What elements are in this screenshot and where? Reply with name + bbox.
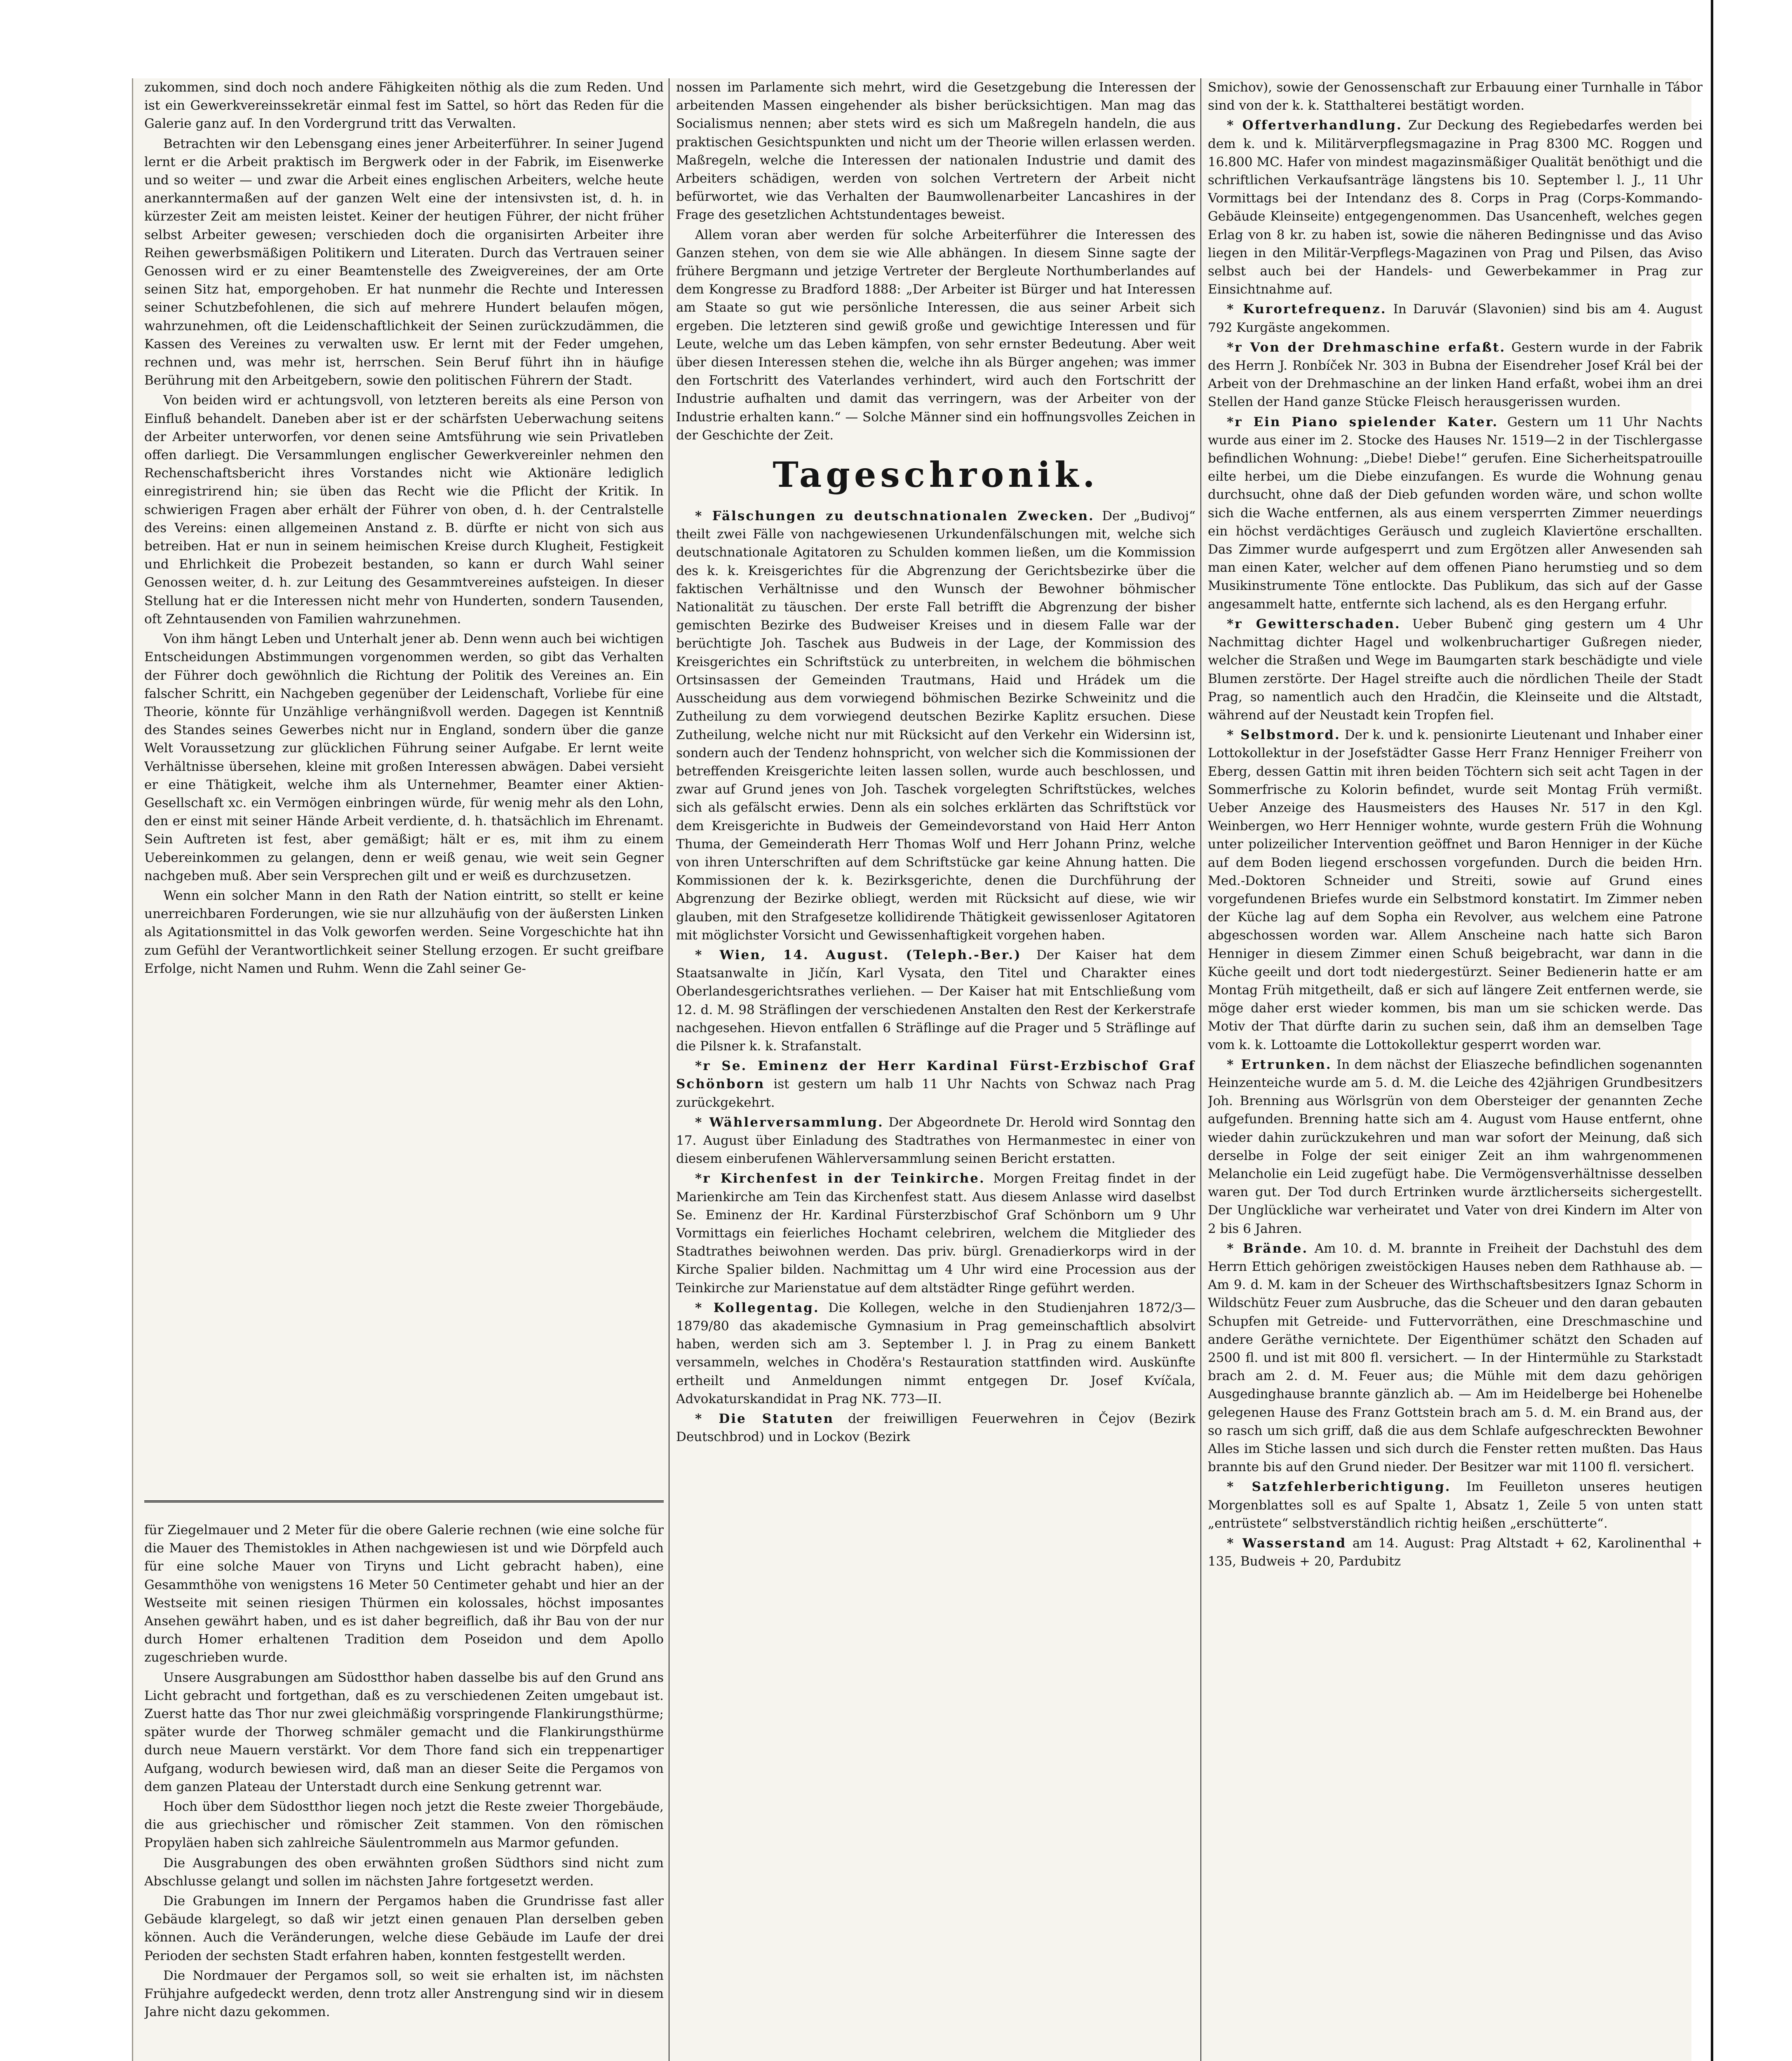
news-item xyxy=(1208,615,1703,724)
paragraph: Hoch über dem Südostthor liegen noch jetzt die Reste zweier Thorgebäude, die aus griechischer und römischer Zeit stammen. Von den römischen Propyläen haben sich zahlreiche Säulentrommeln aus Marmor gefunden. xyxy=(144,1799,664,1851)
news-headline: *r Ein Piano spielender Kater. xyxy=(1227,414,1498,430)
news-item xyxy=(676,507,1195,944)
paragraph: für Ziegelmauer und 2 Meter für die obere Galerie rechnen (wie eine solche für die Mauer des Themistokles in Athen nachgewiesen ist und wie Dörpfeld auch für eine solche Mauer von Tiryns und Licht gebracht haben), eine Gesammthöhe von wenigstens 16 Meter 50 Centimeter gehabt und hier an der Westseite mit seinen riesigen Thürmen ein kolossales, höchst imposantes Ansehen gewährt haben, und es ist daher begreiflich, daß ihr Bau von der nur durch Homer erhaltenen Tradition dem Poseidon und dem Apollo zugeschrieben wurde. xyxy=(144,1523,664,1665)
news-item xyxy=(1208,1478,1703,1533)
news-headline: * Offertverhandlung. xyxy=(1227,118,1402,133)
news-item xyxy=(1208,726,1703,1054)
column-1-article xyxy=(144,78,664,1486)
news-text: Die Kollegen, welche in den Studienjahren 1872/3—1879/80 das akademische Gymnasium in Prag gemeinschaftlich absolvirt haben, werden sich am 3. September l. J. in Prag zu einem Bankett versammeln, welches in Choděra's Restauration stattfinden wird. Auskünfte ertheilt und Anmeldungen nimmt entgegen Dr. Josef Kvíčala, Advokaturskandidat in Prag NK. 773—II. xyxy=(676,1300,1195,1406)
news-item xyxy=(1208,413,1703,613)
news-headline: * Kollegentag. xyxy=(695,1300,820,1315)
news-text: Der Kaiser hat dem Staatsanwalte in Jičín, Karl Vysata, den Titel und Charakter eines Oberlandesgerichtsrathes verliehen. — Der Kaiser hat mit Entschließung vom 12. d. M. 98 Sträflingen der verschiedenen Anstalten den Rest der Kerkerstrafe nachgesehen. Hievon entfallen 6 Sträflinge auf die Prager und 5 Sträflinge auf die Pilsner k. k. Strafanstalt. xyxy=(676,947,1195,1054)
news-text: Der k. und k. pensionirte Lieutenant und Inhaber einer Lottokollektur in der Josefstädter Gasse Herr Franz Henniger Freiherr von Eberg, dessen Gattin mit ihren beiden Töchtern sich seit acht Tagen in der Sommerfrische zu Kolorin befindet, wurde seit Montag Früh vermißt. Ueber Anzeige des Hausmeisters des Hauses Nr. 517 in den Kgl. Weinbergen, wo Herr Henniger wohnte, wurde gestern Früh die Wohnung unter polizeilicher Intervention geöffnet und Baron Henniger in der Küche auf dem Boden liegend erschossen vorgefunden. Durch die beiden Hrn. Med.-Doktoren Schneider und Streiti, sowie auf Grund eines vorgefundenen Briefes wurde ein Selbstmord konstatirt. Im Zimmer neben der Küche lag auf dem Sopha ein Revolver, aus welchem eine Patrone abgeschossen worden war. Allem Anscheine nach hatte sich Baron Henniger in diesem Zimmer einen Schuß beigebracht, war dann in die Küche geeilt und dort todt niedergestürzt. Seiner Bedienerin hatte er am Montag Früh mitgetheilt, daß er sich auf längere Zeit entfernen werde, sie möge daher erst wieder kommen, bis man um sie schicken werde. Das Motiv der That dürfte darin zu suchen sein, daß ihm an demselben Tage vom k. k. Lottoamte die Lottokollektur gesperrt worden war. xyxy=(1208,728,1703,1052)
column-divider xyxy=(1200,78,1201,2061)
news-headline: *r Kirchenfest in der Teinkirche. xyxy=(695,1171,985,1186)
paragraph: nossen im Parlamente sich mehrt, wird die Gesetzgebung die Interessen der arbeitenden Massen eingehender als bisher berücksichtigen. Man mag das Socialismus nennen; aber stets wird es sich um Maßregeln handeln, die aus praktischen Gesichtspunkten und nicht um der Theorie willen erlassen werden. Maßregeln, welche die Interessen der nationalen Industrie und damit des Arbeiters schädigen, werden von solchen Vertretern der Arbeit nicht befürwortet, wie das Verhalten der Baumwollenarbeiter Lancashires in der Frage des gesetzlichen Achtstundentages beweist. xyxy=(676,80,1195,223)
paragraph: Von ihm hängt Leben und Unterhalt jener ab. Denn wenn auch bei wichtigen Entscheidungen Abstimmungen vorgenommen werden, so gibt das Verhalten der Führer doch gewöhnlich die Richtung der Politik des Vereines an. Ein falscher Schritt, ein Nachgeben gegenüber der Leidenschaft, Vorliebe für eine Theorie, könnte für Unzählige verhängnißvoll werden. Dagegen ist Kenntniß des Standes seines Gewerbes nicht nur in England, sondern über die ganze Welt Voraussetzung zur glücklichen Führung seiner Aufgabe. Er lernt weite Verhältnisse übersehen, kleine mit großen Interessen abwägen. Dabei versieht er eine Thätigkeit, welche ihm als Unternehmer, Beamter einer Aktien-Gesellschaft xc. ein Vermögen einbringen würde, für wenig mehr als den Lohn, den er einst mit seiner Hände Arbeit verdiente, d. h. thatsächlich im Ehrenamt. Sein Auftreten ist fest, aber gemäßigt; hält er es, mit ihm zu einem Uebereinkommen zu gelangen, denn er weiß genau, wie weit sein Gegner nachgeben muß. Aber sein Versprechen gilt und er weiß es durchzusetzen. xyxy=(144,631,664,883)
news-text: In Daruvár (Slavonien) sind bis am 4. August 792 Kurgäste angekommen. xyxy=(1208,302,1703,335)
news-headline: *r Gewitterschaden. xyxy=(1227,616,1401,631)
news-headline: * Satzfehlerberichtigung. xyxy=(1227,1479,1451,1495)
paragraph: Die Ausgrabungen des oben erwähnten großen Südthors sind nicht zum Abschlusse gelangt und sollen im nächsten Jahre fortgesetzt werden. xyxy=(144,1855,664,1889)
news-list xyxy=(676,507,1195,1446)
news-item xyxy=(1208,116,1703,298)
news-headline: * Brände. xyxy=(1227,1241,1308,1256)
news-item xyxy=(1208,1534,1703,1570)
column-1-feuilleton xyxy=(144,1521,664,2024)
paragraph: Wenn ein solcher Mann in den Rath der Nation eintritt, so stellt er keine unerreichbaren Forderungen, wie sie nur allzuhäufig von der äußersten Linken als Agitationsmittel in das Volk geworfen werden. Seine Vorgeschichte hat ihn zum Gefühl der Verantwortlichkeit seiner Stellung erzogen. Er sucht greifbare Erfolge, nicht Namen und Ruhm. Wenn die Zahl seiner Ge- xyxy=(144,888,664,976)
news-text: Der „Budivoj“ theilt zwei Fälle von nachgewiesenen Urkundenfälschungen mit, welche sich deutschnationale Agitatoren zu Schulden kommen ließen, um die Kommission des k. k. Kreisgerichtes für die Abgrenzung der Gerichtsbezirke über die faktischen Verhältnisse und den Wunsch der Bewohner böhmischer Nationalität zu täuschen. Der erste Fall betrifft die Abgrenzung der bisher gemischten Bezirke des Budweiser Kreises und in diesem Falle war der berüchtigte Joh. Taschek aus Budweis in der Lage, der Kommission des Kreisgerichtes ein Schriftstück zu unterbreiten, in welchem die böhmischen Ortsinsassen der Gemeinden Trautmans, Haid und Hrádek um die Ausscheidung aus dem vorwiegend böhmischen Bezirke Schweinitz und die Zutheilung zu dem vorwiegend deutschen Bezirke Kaplitz ersuchen. Diese Zutheilung, welche nicht nur mit Rücksicht auf den Verkehr ein Widersinn ist, sondern auch der Tendenz hohnspricht, von welcher sich die Kommissionen der betreffenden Kreisgerichte leiten lassen sollen, wurde auch beschlossen, und zwar auf Grund jenes von Joh. Taschek vorgelegten Schriftstückes, welches sich als gefälscht erwies. Denn als ein solches erklärten das Schriftstück vor dem Kreisgerichte in Budweis der Gemeindevorstand von Haid Herr Anton Thuma, der Gemeinderath Herr Thomas Wolf und Herr Johann Prinz, welche von ihren Unterschriften auf dem Schriftstücke gar keine Ahnung hatten. Die Kommissionen der k. k. Bezirksgerichte, denen die Durchführung der Abgrenzung der Bezirke obliegt, werden mit Rücksicht auf diese, wie wir glauben, mit den Strafgesetze kollidirende Thätigkeit gewissenloser Agitatoren mit möglichster Vorsicht und Gewissenhaftigkeit vorgehen haben. xyxy=(676,509,1195,943)
news-text: Im Feuilleton unseres heutigen Morgenblattes soll es auf Spalte 1, Absatz 1, Zeile 5 von unten statt „entrüstete“ selbstverständlich richtig heißen „erschütterte“. xyxy=(1208,1479,1703,1531)
news-text: der freiwilligen Feuerwehren in Čejov (Bezirk Deutschbrod) und in Lockov (Bezirk xyxy=(676,1411,1195,1445)
news-item xyxy=(1208,78,1703,115)
paragraph: Die Nordmauer der Pergamos soll, so weit sie erhalten ist, im nächsten Frühjahre aufgedeckt werden, denn trotz aller Anstrengung sind wir in diesem Jahre nicht dazu gekommen. xyxy=(144,1968,664,2020)
paragraph: zukommen, sind doch noch andere Fähigkeiten nöthig als die zum Reden. Und ist ein Gewerkvereinssekretär einmal fest im Sattel, so hört das Reden für die Galerie ganz auf. In den Vordergrund tritt das Verwalten. xyxy=(144,80,664,131)
news-headline: *r Se. Eminenz der Herr Kardinal Fürst-Erzbischof Graf Schönborn xyxy=(676,1059,1195,1092)
news-headline: *r Von der Drehmaschine erfaßt. xyxy=(1227,340,1506,355)
news-text: Am 10. d. M. brannte in Freiheit der Dachstuhl des dem Herrn Ettich gehörigen zweistöckigen Hauses neben dem Rathhause ab. — Am 9. d. M. kam in der Scheuer des Wirthschaftsbesitzers Ignaz Schorm in Wildschütz Feuer zum Ausbruche, das die Scheuer und den daran gebauten Schupfen mit Getreide- und Futtervorräthen, eine Dreschmaschine und andere Geräthe vernichtete. Der Eigenthümer schätzt den Schaden auf 2500 fl. und ist mit 800 fl. versichert. — In der Hintermühle zu Starkstadt brach am 2. d. M. Feuer aus; die Mühle mit dem dazu gehörigen Ausgedinghause brannte gänzlich ab. — Am im Heidelberge bei Hohenelbe gelegenen Hause des Franz Gottstein brach am 5. d. M. ein Brand aus, der so rasch um sich griff, daß die aus dem Schlafe aufgeschreckten Bewohner Alles im Stiche lassen und sich durch die Fenster retten mußten. Das Haus brannte bis auf den Grund nieder. Der Besitzer war mit 1100 fl. versichert. xyxy=(1208,1241,1703,1475)
paragraph: Die Grabungen im Innern der Pergamos haben die Grundrisse fast aller Gebäude klargelegt, so daß wir jetzt einen genauen Plan derselben geben können. Auch die Veränderungen, welche diese Gebäude im Laufe der drei Perioden der sechsten Stadt erfahren haben, konnten festgestellt werden. xyxy=(144,1894,664,1963)
news-item xyxy=(1208,300,1703,336)
news-text: Gestern um 11 Uhr Nachts wurde aus einer im 2. Stocke des Hauses Nr. 1519—2 in der Tischlergasse befindlichen Wohnung: „Diebe! Diebe!“ gerufen. Eine Sicherheitspatrouille eilte herbei, um die Diebe einzufangen. Es wurde die Wohnung genau durchsucht, ohne daß der Dieb gefunden worden wäre, und schon wollte sich die Wache entfernen, als aus einem versperrten Zimmer neuerdings ein höchst verdächtiges Geräusch und zugleich Klaviertöne erschallten. Das Zimmer wurde aufgesperrt und zum Ergötzen aller Anwesenden sah man einen Kater, welcher auf dem offenen Piano herumstieg und so dem Musikinstrumente Töne entlockte. Das Publikum, das sich auf der Gasse angesammelt hatte, entfernte sich lachend, als es den Hergang erfuhr. xyxy=(1208,414,1703,612)
news-headline: * Ertrunken. xyxy=(1227,1057,1332,1072)
news-text: Morgen Freitag findet in der Marienkirche am Tein das Kirchenfest statt. Aus diesem Anlasse wird daselbst Se. Eminenz der Hr. Kardinal Fürsterzbischof Graf Schönborn um 9 Uhr Vormittags ein feierliches Hochamt celebriren, welchem die Mitglieder des Stadtrathes beiwohnen werden. Das priv. bürgl. Grenadierkorps wird in der Kirche Spalier bilden. Nachmittag um 4 Uhr wird eine Procession aus der Teinkirche zur Marienstatue auf dem altstädter Ringe geführt werden. xyxy=(676,1171,1195,1296)
news-text: Smichov), sowie der Genossenschaft zur Erbauung einer Turnhalle in Tábor sind von der k. k. Statthalterei bestätigt worden. xyxy=(1208,80,1703,113)
column-2 xyxy=(676,78,1195,2061)
news-item xyxy=(676,1299,1195,1408)
paragraph: Von beiden wird er achtungsvoll, von letzteren bereits als eine Person von Einfluß behandelt. Daneben aber ist er der schärfsten Ueberwachung seitens der Arbeiter unterworfen, vor denen seine Amtsführung wie sein Privatleben offen darliegt. Die Versammlungen englischer Gewerkvereinler nehmen den Rechenschaftsbericht ihres Vorstandes nicht wie Aktionäre lediglich einregistrirend hin; sie üben das Recht wie die Pflicht der Kritik. In schwierigen Fragen aber erhält der Führer von oben, d. h. der Centralstelle des Vereins: einen allgemeinen Anstand z. B. dürfte er nicht von sich aus betreiben. Hat er nun in seinem heimischen Kreise durch Klugheit, Festigkeit und Ehrlichkeit die Probezeit bestanden, so kann er durch Wahl seiner Genossen weiter, d. h. zur Leitung des Gesammtvereines aufsteigen. In dieser Stellung hat er die Interessen nicht mehr von Hunderten, sondern Tausenden, oft Zehntausenden von Familien wahrzunehmen. xyxy=(144,393,664,627)
paragraph: Unsere Ausgrabungen am Südostthor haben dasselbe bis auf den Grund ans Licht gebracht und fortgethan, daß es zu verschiedenen Zeiten umgebaut ist. Zuerst hatte das Thor nur zwei gleichmäßig vorspringende Flankirungsthürme; später wurde der Thorweg schmäler gemacht und die Flankirungsthürme durch neue Mauern verstärkt. Vor dem Thore fand sich ein treppenartiger Aufgang, wodurch bewiesen wird, daß man an dieser Seite die Pergamos von dem ganzen Plateau der Unterstadt durch eine Senkung getrennt war. xyxy=(144,1670,664,1794)
feuilleton-separator-rule xyxy=(144,1500,664,1502)
news-item xyxy=(676,946,1195,1055)
news-headline: * Wien, 14. August. (Teleph.-Ber.) xyxy=(695,947,1022,962)
paragraph: Allem voran aber werden für solche Arbeiterführer die Interessen des Ganzen stehen, von dem sie wie Alle abhängen. In diesem Sinne sagte der frühere Bergmann und jetzige Vertreter der Bergleute Northumberlandes auf dem Kongresse zu Bradford 1888: „Der Arbeiter ist Bürger und hat Interessen am Staate so gut wie persönliche Interessen, die aus seiner Arbeit sich ergeben. Die letzteren sind gewiß große und gewichtige Interessen und für Leute, welche um das Leben kämpfen, von sehr ernster Bedeutung. Aber weit über diesen Interessen stehen die, welche ihn als Bürger angehen; was immer den Fortschritt des Vaterlandes verhindert, wird auch den Fortschritt der Industrie aufhalten und damit das verringern, was der Arbeiter von der Industrie erhalten kann.“ — Solche Männer sind ein hoffnungsvolles Zeichen in der Geschichte der Zeit. xyxy=(676,227,1195,443)
column-3 xyxy=(1208,78,1703,2061)
section-title-tageschronik: Tageschronik. xyxy=(773,454,1099,495)
news-item xyxy=(676,1169,1195,1297)
news-item xyxy=(1208,338,1703,411)
news-headline: * Wählerversammlung. xyxy=(695,1115,884,1130)
news-item xyxy=(1208,1239,1703,1477)
news-headline: * Kurortefrequenz. xyxy=(1227,302,1387,317)
paragraph: Betrachten wir den Lebensgang eines jener Arbeiterführer. In seiner Jugend lernt er die Arbeit praktisch im Bergwerk oder in der Fabrik, im Eisenwerke und so weiter — und zwar die Arbeit eines englischen Arbeiters, welche heute anerkanntermaßen auf der ganzen Welt eine der intensivsten ist, d. h. in kürzester Zeit am meisten leistet. Keiner der heutigen Führer, der nicht früher selbst Arbeiter gewesen; verschieden doch die organisirten Arbeiter ihre Reihen gewerbsmäßigen Politikern und Literaten. Durch das Vertrauen seiner Genossen wird er zu einer Beamtenstelle des Zweigvereines, der am Orte seinen Sitz hat, emporgehoben. Er hat nunmehr die Rechte und Interessen seiner Schutzbefohlenen, die sich auf mehrere Hundert belaufen mögen, wahrzunehmen, oft die Leidenschaftlichkeit der Seinen zurückzudämmen, die Kassen des Vereines zu verwalten usw. Er lernt mit der Feder umgehen, rechnen und, was mehr ist, herrschen. Sein Beruf führt ihn in häufige Berührung mit den Arbeitgebern, sowie den politischen Führern der Stadt. xyxy=(144,136,664,388)
news-text: In dem nächst der Eliaszeche befindlichen sogenannten Heinzenteiche wurde am 5. d. M. die Leiche des 42jährigen Grundbesitzers Joh. Brenning aus Wörlsgrün von dem Obersteiger der genannten Zeche aufgefunden. Brenning hatte sich am 4. August vom Hause entfernt, ohne wieder dahin zurückzukehren und man war sofort der Meinung, daß sich derselbe in Folge der seit einiger Zeit an ihm wahrgenommenen Melancholie ein Leid zugefügt habe. Die Vermögensverhältnisse desselben waren gut. Der Tod durch Ertrinken wurde ärztlicherseits sichergestellt. Der Unglückliche war verheiratet und Vater von drei Kindern im Alter von 2 bis 6 Jahren. xyxy=(1208,1057,1703,1236)
news-headline: * Fälschungen zu deutschnationalen Zwecken. xyxy=(695,509,1094,524)
news-list xyxy=(1208,78,1703,1570)
news-item xyxy=(676,1057,1195,1112)
news-text: am 14. August: Prag Altstadt + 62, Karolinenthal + 135, Budweis + 20, Pardubitz xyxy=(1208,1536,1703,1569)
news-item xyxy=(676,1410,1195,1446)
news-headline: * Wasserstand xyxy=(1227,1536,1347,1551)
news-text: Gestern wurde in der Fabrik des Herrn J. Ronbíček Nr. 303 in Bubna der Eisendreher Josef Král bei der Arbeit von der Drehmaschine an der linken Hand erfaßt, wobei ihm an drei Stellen der Hand ganze Stücke Fleisch herausgerissen wurden. xyxy=(1208,340,1703,410)
news-item xyxy=(1208,1056,1703,1238)
page-edge-border xyxy=(1711,0,1713,2061)
news-headline: * Die Statuten xyxy=(695,1411,834,1427)
news-text: Ueber Bubenč ging gestern um 4 Uhr Nachmittag dichter Hagel und wolkenbruchartiger Gußregen nieder, welcher die Straßen und Wege im Baumgarten stark beschädigte und viele Blumen zerstörte. Der Hagel streifte auch die nördlichen Theile der Stadt Prag, so namentlich auch den Hradčin, die Kleinseite und die Altstadt, während auf der Neustadt kein Tropfen fiel. xyxy=(1208,616,1703,723)
news-text: Der Abgeordnete Dr. Herold wird Sonntag den 17. August über Einladung des Stadtrathes von Hermanmestec in einer von diesem einberufenen Wählerversammlung seinen Bericht erstatten. xyxy=(676,1115,1195,1167)
news-text: Zur Deckung des Regiebedarfes werden bei dem k. und k. Militärverpflegsmagazine in Prag 8300 MC. Roggen und 16.800 MC. Hafer von mindest magazinsmäßiger Qualität benöthigt und die schriftlichen Verkaufsanträge längstens bis 10. September l. J., 11 Uhr Vormittags bei der Intendanz des 8. Corps in Prag (Corps-Kommando-Gebäude Kleinseite) entgegengenommen. Das Usancenheft, welches gegen Erlag von 8 kr. zu haben ist, sowie die näheren Bedingnisse und das Aviso liegen in den Militär-Verpflegs-Magazinen von Prag und Pilsen, das Aviso selbst auch bei der Handels- und Gewerbekammer in Prag zur Einsichtnahme auf. xyxy=(1208,118,1703,297)
news-headline: * Selbstmord. xyxy=(1227,728,1341,743)
news-text: ist gestern um halb 11 Uhr Nachts von Schwaz nach Prag zurückgekehrt. xyxy=(676,1077,1195,1110)
news-item xyxy=(676,1113,1195,1168)
